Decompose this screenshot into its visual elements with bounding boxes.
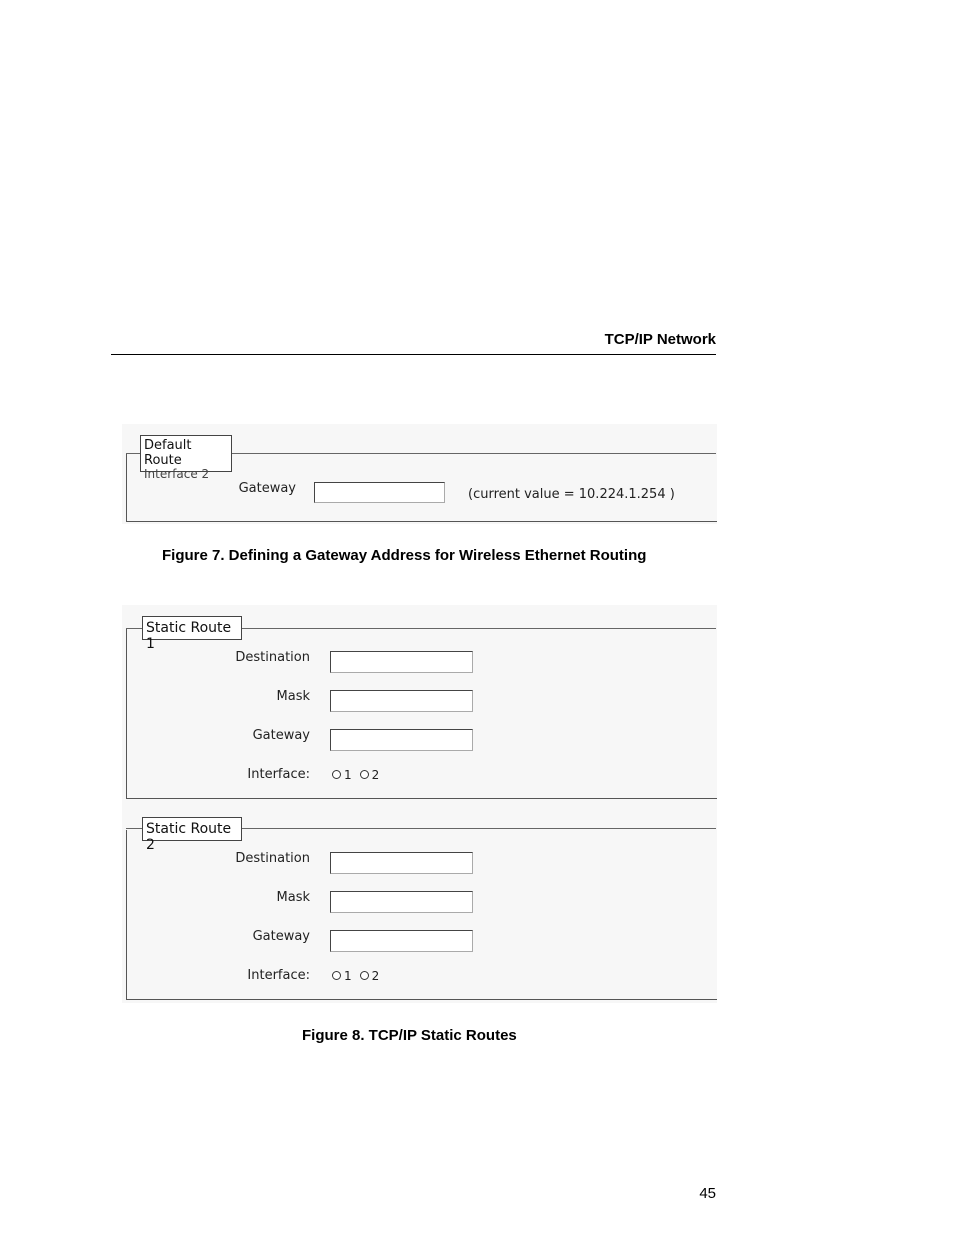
route-2-mask-input[interactable] [330,891,473,913]
gateway-label: Gateway [238,481,296,496]
route-1-interface-option-1[interactable]: 1 [332,768,352,782]
interface-label: Interface: [247,968,310,983]
route-1-gateway-input[interactable] [330,729,473,751]
radio-button-icon[interactable] [360,971,369,980]
route-1-interface-radio-group [332,768,387,782]
section-title: TCP/IP Network [604,331,716,348]
radio-button-icon[interactable] [360,770,369,779]
gateway-label: Gateway [252,728,310,743]
static-route-1-title: Static Route 1 [146,620,232,652]
default-gateway-input[interactable] [314,482,445,503]
route-2-interface-radio-group [332,969,387,983]
static-route-2-legend [142,817,242,853]
route-2-interface-option-2[interactable]: 2 [360,969,380,983]
figure8-caption: Figure 8. TCP/IP Static Routes [302,1027,517,1044]
default-route-title: Default Route [144,438,192,468]
header-divider [111,354,716,355]
figure7-caption: Figure 7. Defining a Gateway Address for Wireless Ethernet Routing [162,547,647,564]
route-2-destination-input[interactable] [330,852,473,874]
radio-button-icon[interactable] [332,770,341,779]
destination-label: Destination [235,650,310,665]
destination-label: Destination [235,851,310,866]
route-1-mask-input[interactable] [330,690,473,712]
mask-label: Mask [276,890,310,905]
static-route-1-legend [142,616,242,652]
current-gateway-value: (current value = 10.224.1.254 ) [468,487,675,502]
static-route-2-title: Static Route 2 [146,821,232,853]
gateway-label: Gateway [252,929,310,944]
default-route-subtitle: Interface 2 [144,467,210,481]
route-2-interface-option-1[interactable]: 1 [332,969,352,983]
page-number: 45 [699,1185,716,1202]
mask-label: Mask [276,689,310,704]
route-1-interface-option-2[interactable]: 2 [360,768,380,782]
route-2-gateway-input[interactable] [330,930,473,952]
default-route-legend [140,435,232,481]
radio-button-icon[interactable] [332,971,341,980]
interface-label: Interface: [247,767,310,782]
route-1-destination-input[interactable] [330,651,473,673]
